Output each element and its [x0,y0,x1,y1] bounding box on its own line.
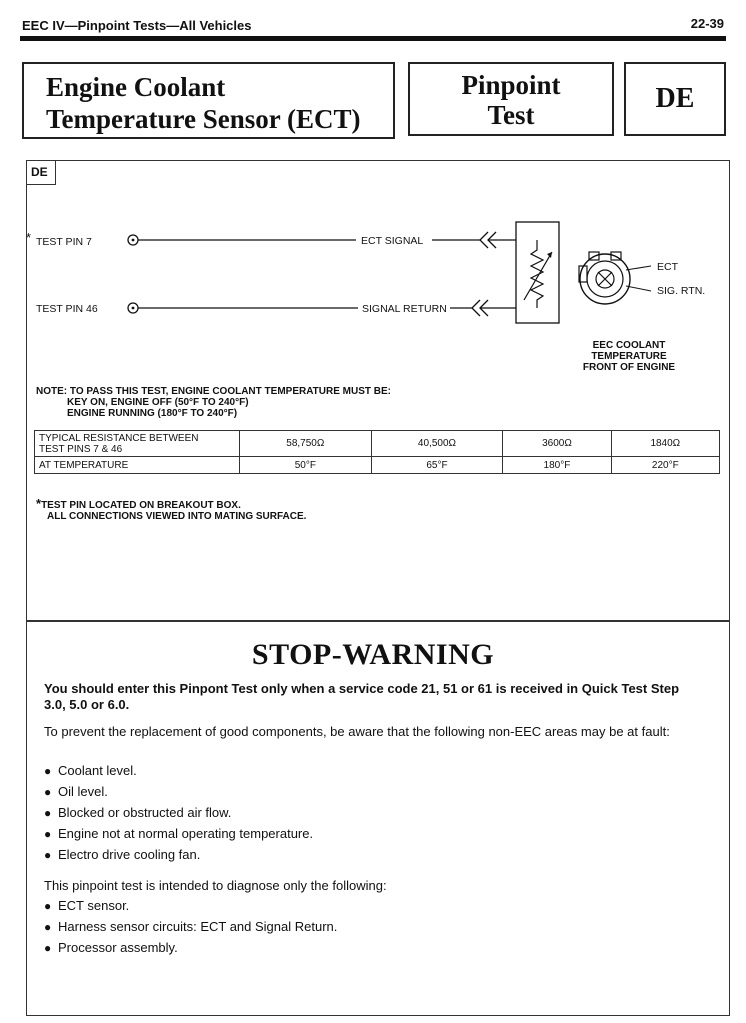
table-cell: 180°F [503,457,611,474]
running-header: EEC IV—Pinpoint Tests—All Vehicles [22,18,252,33]
row-label-line-1: TYPICAL RESISTANCE BETWEEN [39,432,199,444]
pinpoint-test-box [408,62,614,136]
pin46-label: TEST PIN 46 [36,303,98,315]
bullet-icon: ● [44,827,52,841]
diagram-caption-line-2: TEMPERATURE [591,351,667,362]
table-cell: 220°F [611,457,719,474]
table-cell: 58,750Ω [240,431,372,457]
connector-ect-label: ECT [657,261,678,273]
pin7-star: * [26,230,32,245]
header-rule [20,36,726,41]
note-line-3: ENGINE RUNNING (180°F TO 240°F) [67,408,238,419]
signal-return-label: SIGNAL RETURN [362,303,447,315]
list-item: ● Harness sensor circuits: ECT and Signal Return. [44,916,337,937]
table-cell: 3600Ω [503,431,611,457]
test-note [36,386,391,419]
bullet-icon: ● [44,941,52,955]
row-label-line-2: TEST PINS 7 & 46 [39,443,123,455]
bullet-icon: ● [44,899,52,913]
pin7-terminal [128,235,138,245]
wiring-diagram [26,190,726,382]
footnote-line-1: TEST PIN LOCATED ON BREAKOUT BOX. [41,500,241,511]
bullet-icon: ● [44,764,52,778]
bullet-icon: ● [44,920,52,934]
footnote-line-2: ALL CONNECTIONS VIEWED INTO MATING SURFACE. [47,511,307,522]
title-line-2: Temperature Sensor (ECT) [46,104,361,134]
list-item: ● Processor assembly. [44,937,337,958]
bullet-icon: ● [44,848,52,862]
diagram-caption-line-1: EEC COOLANT [592,340,666,351]
table-cell: 1840Ω [611,431,719,457]
diagnose-list [44,895,337,958]
list-item: ● Engine not at normal operating temperature. [44,823,313,844]
footnote-star: * [36,496,42,511]
stop-warning-para-1: To prevent the replacement of good components, be aware that the following non-EEC areas may be at fault: [44,724,670,739]
table-cell: 40,500Ω [371,431,503,457]
table-row-label: AT TEMPERATURE [35,457,240,474]
connector-sig-rtn-label: SIG. RTN. [657,285,706,297]
table-row [35,457,720,474]
stop-warning-para-2: This pinpoint test is intended to diagnose only the following: [44,878,387,893]
page-number: 22-39 [690,16,724,31]
list-item: ● Electro drive cooling fan. [44,844,313,865]
table-row [35,431,720,457]
title-line-1: Engine Coolant [46,72,226,102]
frame-tag: DE [26,160,56,185]
table-cell: 65°F [371,457,503,474]
table-row-label [35,431,240,457]
list-item: ● Oil level. [44,781,313,802]
note-line-2: KEY ON, ENGINE OFF (50°F TO 240°F) [67,397,249,408]
ect-signal-label: ECT SIGNAL [361,235,424,247]
pin46-terminal [128,303,138,313]
pinpoint-line-2: Test [487,100,535,130]
fault-areas-list [44,760,313,865]
pinpoint-line-1: Pinpoint [461,70,561,100]
list-item: ● ECT sensor. [44,895,337,916]
list-item: ● Blocked or obstructed air flow. [44,802,313,823]
test-code-box: DE [624,62,726,136]
bullet-icon: ● [44,785,52,799]
pin7-label: TEST PIN 7 [36,236,92,248]
stop-warning-lead: You should enter this Pinpont Test only when a service code 21, 51 or 61 is received in Quick Test Step 3.0, 5.0 or 6.0. [44,681,680,712]
resistance-table [34,430,720,474]
table-cell: 50°F [240,457,372,474]
list-item: ● Coolant level. [44,760,313,781]
note-line-1: NOTE: TO PASS THIS TEST, ENGINE COOLANT TEMPERATURE MUST BE: [36,386,392,397]
title-box [22,62,395,139]
thermistor-sensor-symbol [516,222,559,323]
ect-connector-icon [579,252,651,304]
stop-warning-title: STOP-WARNING [251,638,495,671]
diagram-caption-line-3: FRONT OF ENGINE [582,362,676,373]
footnote [36,498,306,522]
bullet-icon: ● [44,806,52,820]
frame-divider [26,620,730,622]
